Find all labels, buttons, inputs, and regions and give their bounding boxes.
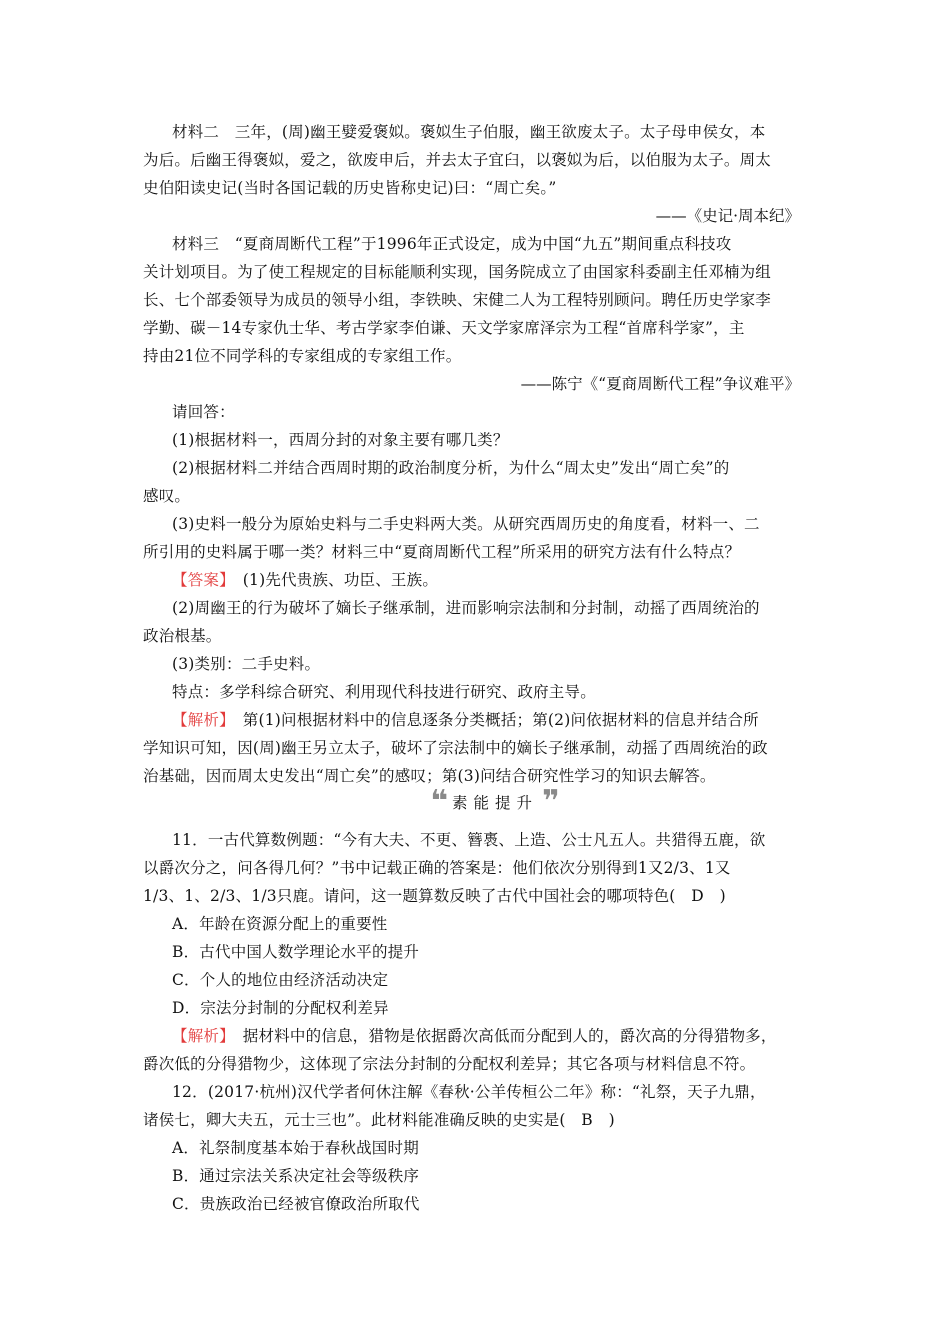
question-prompt: 请回答：	[172, 403, 235, 421]
analysis-line-3: 治基础，因而周太史发出“周亡矣”的感叹；第(3)问结合研究性学习的知识去解答。	[143, 767, 716, 785]
analysis-line-2: 学知识可知，因(周)幽王另立太子，破坏了宗法制中的嫡长子继承制，动摇了西周统治的政	[143, 739, 768, 757]
analysis-text: 第(1)问根据材料中的信息逐条分类概括；第(2)问依据材料的信息并结合所	[227, 711, 759, 729]
material-3-line-2: 关计划项目。为了使工程规定的目标能顺利实现，国务院成立了由国家科委副主任邓楠为组	[143, 263, 772, 281]
material-3-line-4: 学勤、碳－14专家仇士华、考古学家李伯谦、天文学家席泽宗为工程“首席科学家”，主	[143, 319, 745, 337]
material-3-line-1: 材料三 “夏商周断代工程”于1996年正式设定，成为中国“九五”期间重点科技攻	[172, 235, 732, 253]
section-banner	[420, 784, 570, 819]
q12-line-1: 12．(2017·杭州)汉代学者何休注解《春秋·公羊传桓公二年》称：“礼祭，天子九鼎，	[172, 1083, 766, 1101]
q11-option-b: B．古代中国人数学理论水平的提升	[172, 943, 420, 961]
q12-option-a: A．礼祭制度基本始于春秋战国时期	[172, 1139, 419, 1157]
analysis-tag: 【解析】	[172, 711, 228, 729]
q12-option-c: C．贵族政治已经被官僚政治所取代	[172, 1195, 420, 1213]
question-2-line-1: (2)根据材料二并结合西周时期的政治制度分析，为什么“周太史”发出“周亡矣”的	[172, 459, 730, 477]
question-3-line-1: (3)史料一般分为原始史料与二手史料两大类。从研究西周历史的角度看，材料一、二	[172, 515, 760, 533]
answer-text: (1)先代贵族、功臣、王族。	[227, 571, 439, 589]
material-2-source: ——《史记·周本纪》	[655, 207, 800, 225]
q11-option-d: D．宗法分封制的分配权利差异	[172, 999, 389, 1017]
answer-tag: 【答案】	[172, 571, 228, 589]
q12-option-b: B．通过宗法关系决定社会等级秩序	[172, 1167, 420, 1185]
q11-option-a: A．年龄在资源分配上的重要性	[172, 915, 388, 933]
question-2-line-2: 感叹。	[143, 487, 191, 505]
answer-line-3: 政治根基。	[143, 627, 222, 645]
answer-line-5: 特点：多学科综合研究、利用现代科技进行研究、政府主导。	[172, 683, 596, 701]
question-3-line-2: 所引用的史料属于哪一类？材料三中“夏商周断代工程”所采用的研究方法有什么特点？	[143, 543, 741, 561]
q11-line-2: 以爵次分之，问各得几何？”书中记载正确的答案是：他们依次分别得到1又2/3、1又	[143, 859, 731, 877]
q11-analysis-line-2: 爵次低的分得猎物少，这体现了宗法分封制的分配权利差异；其它各项与材料信息不符。	[143, 1055, 756, 1073]
material-2-line-1: 材料二 三年，(周)幽王嬖爱褒姒。褒姒生子伯服，幽王欲废太子。太子母申侯女，本	[172, 123, 766, 141]
section-title: 素能提升	[451, 794, 538, 812]
analysis-line-1	[172, 710, 759, 730]
open-quote-icon: ❝	[430, 784, 448, 819]
answer-line-1	[172, 570, 438, 590]
q11-line-1: 11．一古代算数例题：“今有大夫、不更、簪褭、上造、公士凡五人。共猎得五鹿，欲	[172, 831, 766, 849]
material-3-source: ——陈宁《“夏商周断代工程”争议难平》	[520, 375, 800, 393]
q12-line-2: 诸侯七，卿大夫五，元士三也”。此材料能准确反映的史实是( B )	[143, 1111, 615, 1129]
q11-line-3: 1/3、1、2/3、1/3只鹿。请问，这一题算数反映了古代中国社会的哪项特色( D )	[143, 887, 726, 905]
answer-line-2: (2)周幽王的行为破坏了嫡长子继承制，进而影响宗法制和分封制，动摇了西周统治的	[172, 599, 760, 617]
q11-analysis-tag: 【解析】	[172, 1027, 228, 1045]
q11-analysis-text: 据材料中的信息，猎物是依据爵次高低而分配到人的，爵次高的分得猎物多，	[227, 1027, 777, 1045]
material-3-line-5: 持由21位不同学科的专家组成的专家组工作。	[143, 347, 462, 365]
question-1: (1)根据材料一，西周分封的对象主要有哪几类？	[172, 431, 509, 449]
close-quote-icon: ❞	[542, 784, 560, 819]
q11-analysis-line-1	[172, 1026, 777, 1046]
material-3-line-3: 长、七个部委领导为成员的领导小组，李铁映、宋健二人为工程特别顾问。聘任历史学家李	[143, 291, 772, 309]
material-2-line-2: 为后。后幽王得褒姒，爱之，欲废申后，并去太子宜臼，以褒姒为后，以伯服为太子。周太	[143, 151, 772, 169]
material-2-line-3: 史伯阳读史记(当时各国记载的历史皆称史记)曰：“周亡矣。”	[143, 179, 557, 197]
answer-line-4: (3)类别：二手史料。	[172, 655, 321, 673]
q11-option-c: C．个人的地位由经济活动决定	[172, 971, 389, 989]
